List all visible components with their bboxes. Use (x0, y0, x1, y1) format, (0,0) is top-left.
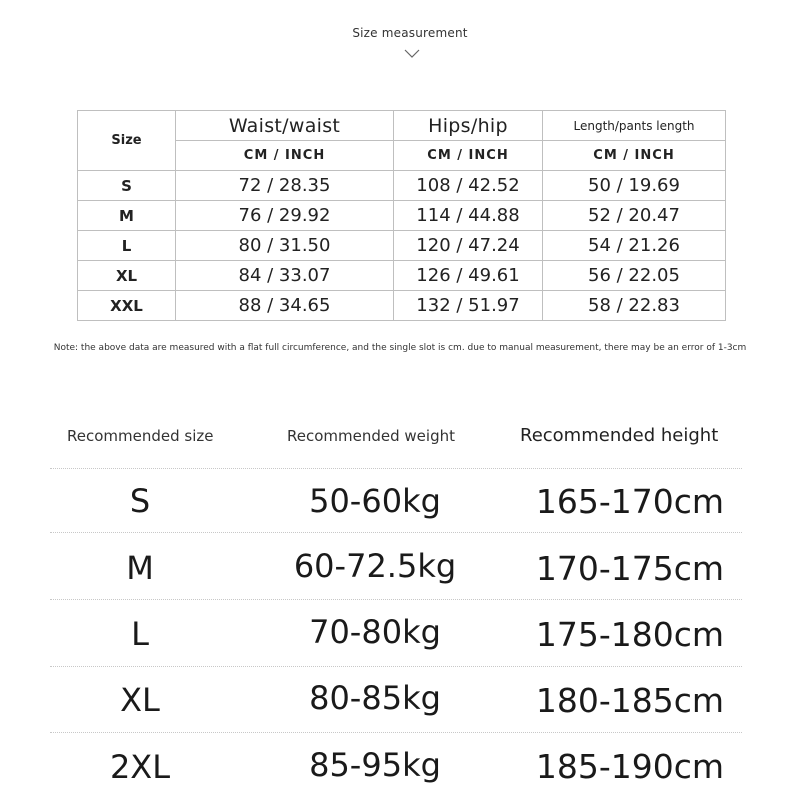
table-row (78, 201, 726, 231)
rec-weight-cell: 50-60kg (309, 482, 441, 520)
header-recommended-weight: Recommended weight (287, 427, 455, 445)
rec-height-cell: 165-170cm (535, 482, 725, 521)
measurement-table (77, 110, 726, 321)
size-cell: XL (78, 261, 176, 291)
size-cell: M (78, 201, 176, 231)
divider (50, 532, 742, 533)
rec-size-cell: 2XL (109, 748, 171, 786)
rec-weight-cell: 60-72.5kg (293, 547, 457, 585)
rec-height-cell: 175-180cm (535, 615, 725, 654)
waist-cell: 80 / 31.50 (176, 231, 394, 261)
divider (50, 599, 742, 600)
waist-cell: 72 / 28.35 (176, 171, 394, 201)
waist-cell: 76 / 29.92 (176, 201, 394, 231)
waist-cell: 84 / 33.07 (176, 261, 394, 291)
hips-cell: 114 / 44.88 (394, 201, 543, 231)
rec-weight-cell: 70-80kg (309, 613, 441, 651)
size-cell: XXL (78, 291, 176, 321)
table-row (78, 171, 726, 201)
hips-cell: 126 / 49.61 (394, 261, 543, 291)
header-hips: Hips/hip (394, 111, 543, 141)
length-cell: 58 / 22.83 (543, 291, 726, 321)
rec-weight-cell: 80-85kg (309, 679, 441, 717)
hips-cell: 120 / 47.24 (394, 231, 543, 261)
length-cell: 50 / 19.69 (543, 171, 726, 201)
size-cell: L (78, 231, 176, 261)
length-cell: 56 / 22.05 (543, 261, 726, 291)
table-unit-row (78, 141, 726, 171)
header-waist: Waist/waist (176, 111, 394, 141)
rec-size-cell: L (131, 615, 149, 653)
rec-size-cell: S (129, 482, 151, 520)
rec-weight-cell: 85-95kg (309, 746, 441, 784)
rec-height-cell: 170-175cm (535, 549, 725, 588)
header-recommended-height: Recommended height (520, 425, 719, 446)
header-length: Length/pants length (543, 111, 726, 141)
page-title: Size measurement (352, 26, 468, 40)
unit-label: CM / INCH (543, 141, 726, 171)
unit-label: CM / INCH (394, 141, 543, 171)
unit-label: CM / INCH (176, 141, 394, 171)
rec-height-cell: 185-190cm (535, 747, 725, 786)
chevron-down-icon (403, 48, 421, 60)
waist-cell: 88 / 34.65 (176, 291, 394, 321)
hips-cell: 108 / 42.52 (394, 171, 543, 201)
measurement-note: Note: the above data are measured with a flat full circumference, and the single slot is cm. due to manual measurement, there may be an error of 1-3cm (53, 343, 747, 353)
hips-cell: 132 / 51.97 (394, 291, 543, 321)
rec-height-cell: 180-185cm (535, 681, 725, 720)
table-row (78, 261, 726, 291)
divider (50, 666, 742, 667)
table-header-row (78, 111, 726, 141)
divider (50, 732, 742, 733)
table-row (78, 291, 726, 321)
length-cell: 54 / 21.26 (543, 231, 726, 261)
rec-size-cell: M (126, 549, 154, 587)
header-recommended-size: Recommended size (67, 427, 214, 445)
length-cell: 52 / 20.47 (543, 201, 726, 231)
header-size: Size (78, 111, 176, 171)
rec-size-cell: XL (120, 681, 160, 719)
size-cell: S (78, 171, 176, 201)
table-row (78, 231, 726, 261)
divider (50, 468, 742, 469)
